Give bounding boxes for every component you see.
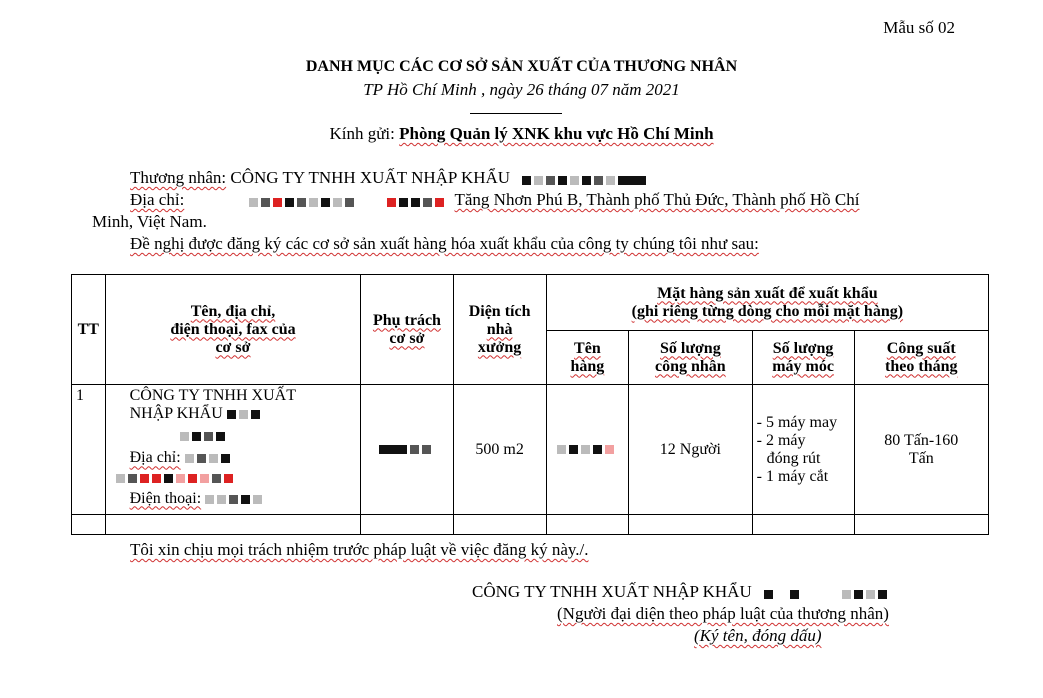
address-tail: Tăng Nhơn Phú B, Thành phố Thủ Đức, Thành phố Hồ Chí bbox=[454, 190, 860, 209]
row-area: 500 m2 bbox=[453, 385, 546, 515]
redacted-facility-address bbox=[185, 450, 233, 468]
header-products-group: Mặt hàng sản xuất để xuất khẩu (ghi riêng từng dòng cho mỗi mặt hàng) bbox=[546, 275, 988, 331]
header-responsible: Phụ trách cơ sở bbox=[361, 275, 453, 385]
request-text: Đề nghị được đăng ký các cơ sở sản xuất hàng hóa xuất khẩu của công ty chúng tôi như sau: bbox=[130, 234, 759, 253]
redacted-facility-name bbox=[227, 405, 263, 423]
header-facility-name: Tên, địa chỉ, điện thoại, fax của cơ sở bbox=[105, 275, 361, 385]
row-responsible bbox=[361, 385, 453, 515]
recipient-prefix: Kính gửi: bbox=[329, 124, 395, 143]
form-number: Mẫu số 02 bbox=[883, 18, 955, 37]
commitment-text: Tôi xin chịu mọi trách nhiệm trước pháp luật về việc đăng ký này./. bbox=[130, 540, 589, 559]
sign-note: (Ký tên, đóng dấu) bbox=[694, 626, 822, 645]
redacted-company-name bbox=[522, 169, 649, 189]
row-capacity: 80 Tấn-160 Tấn bbox=[854, 385, 988, 515]
redacted-address-line bbox=[116, 470, 357, 488]
document-title: DANH MỤC CÁC CƠ SỞ SẢN XUẤT CỦA THƯƠNG NHÂN bbox=[305, 58, 738, 75]
trader-name: CÔNG TY TNHH XUẤT NHẬP KHẨU bbox=[230, 168, 511, 187]
redacted-product-name bbox=[557, 441, 617, 459]
redacted-signature-company bbox=[764, 583, 890, 603]
redacted-address bbox=[249, 191, 447, 211]
header-area: Diện tích nhà xưởng bbox=[453, 275, 546, 385]
row-product-name bbox=[546, 385, 628, 515]
recipient bbox=[0, 124, 1043, 144]
row-machines: - 5 máy may - 2 máy đóng rút - 1 máy cắt bbox=[752, 385, 854, 515]
trader-line bbox=[130, 168, 649, 189]
header-workers: Số lượng công nhân bbox=[629, 331, 753, 385]
header-tt: TT bbox=[72, 275, 106, 385]
row-tt: 1 bbox=[72, 385, 106, 515]
address-continuation: Minh, Việt Nam. bbox=[92, 212, 207, 231]
table-row-empty bbox=[72, 515, 989, 535]
trader-label: Thương nhân: bbox=[130, 168, 227, 187]
redacted-phone bbox=[205, 490, 265, 508]
dateline: TP Hồ Chí Minh , ngày 26 tháng 07 năm 2021 bbox=[363, 80, 680, 99]
signature-company: CÔNG TY TNHH XUẤT NHẬP KHẨU bbox=[472, 582, 890, 603]
recipient-name: Phòng Quản lý XNK khu vực Hồ Chí Minh bbox=[399, 124, 714, 143]
title-divider bbox=[470, 113, 562, 114]
header-machines: Số lượng máy móc bbox=[752, 331, 854, 385]
redacted-responsible-person bbox=[379, 441, 434, 459]
address-label: Địa chỉ: bbox=[130, 190, 185, 209]
production-facilities-table bbox=[71, 274, 989, 535]
representative-note: (Người đại diện theo pháp luật của thương nhân) bbox=[557, 604, 889, 623]
address-line bbox=[130, 190, 859, 211]
header-product-name: Tên hàng bbox=[546, 331, 628, 385]
redacted-block bbox=[180, 427, 357, 445]
row-facility-info: CÔNG TY TNHH XUẤT NHẬP KHẨU Địa chỉ: Điện thoại: bbox=[105, 385, 361, 515]
table-row bbox=[72, 385, 989, 515]
header-capacity: Công suất theo tháng bbox=[854, 331, 988, 385]
row-workers: 12 Người bbox=[629, 385, 753, 515]
